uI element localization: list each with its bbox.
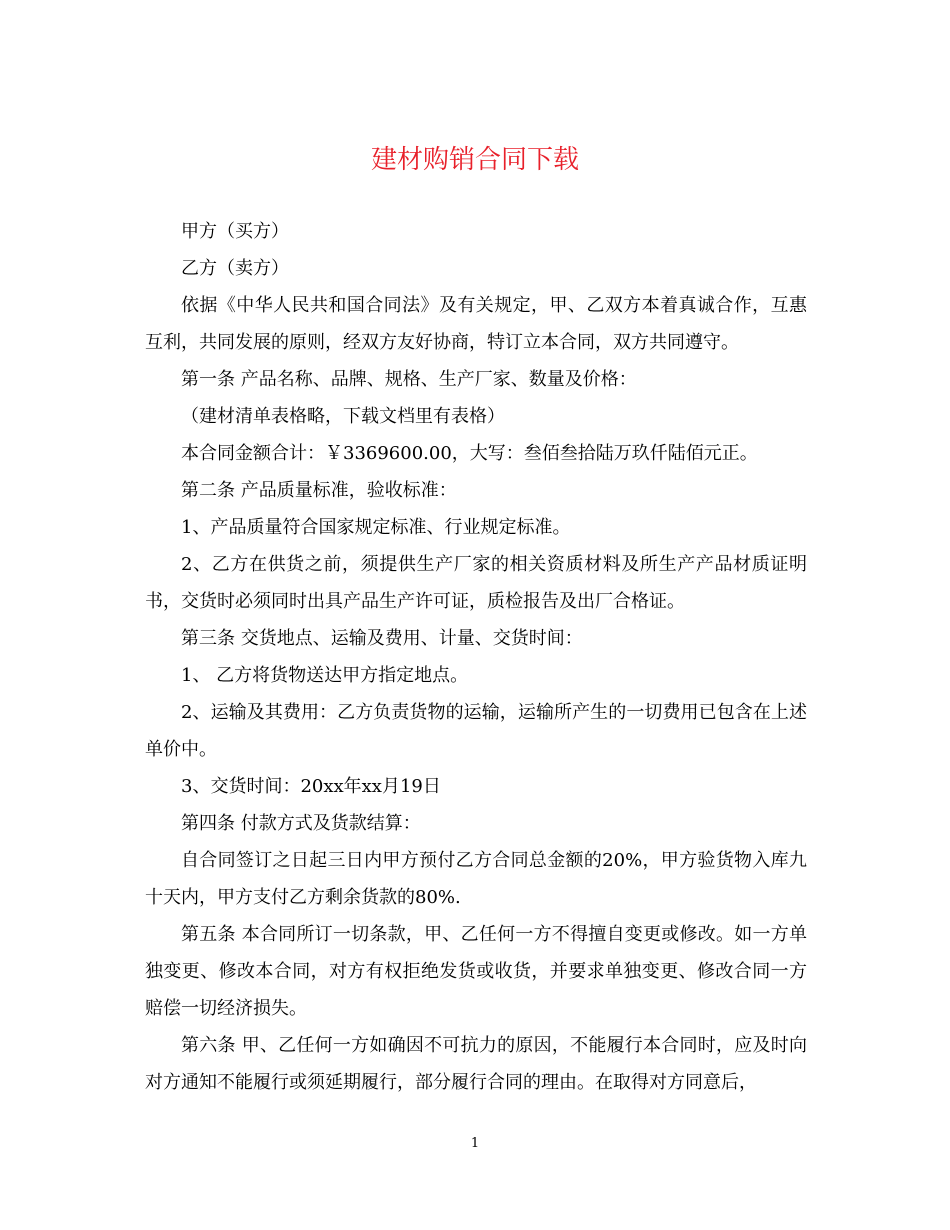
paragraph-article-1-heading: 第一条 产品名称、品牌、规格、生产厂家、数量及价格：	[181, 369, 637, 390]
paragraph-article-6: 第六条 甲、乙任何一方如确因不可抗力的原因，不能履行本合同时，应及时向对方通知不能履行或须延期履行，部分履行合同的理由。在取得对方同意后，	[145, 1035, 807, 1093]
paragraph-article-3-item-2: 2、运输及其费用：乙方负责货物的运输，运输所产生的一切费用已包含在上述单价中。	[145, 702, 807, 760]
paragraph-article-3-item-3: 3、交货时间：20xx年xx月19日	[181, 776, 441, 797]
paragraph-article-2-item-1: 1、产品质量符合国家规定标准、行业规定标准。	[181, 517, 571, 538]
paragraph-preamble: 依据《中华人民共和国合同法》及有关规定，甲、乙双方本着真诚合作，互惠互利，共同发展的原则，经双方友好协商，特订立本合同，双方共同遵守。	[145, 295, 807, 353]
document-title: 建材购销合同下载	[370, 145, 579, 175]
paragraph-article-3-item-1: 1、 乙方将货物送达甲方指定地点。	[181, 665, 469, 686]
paragraph-article-4-heading: 第四条 付款方式及货款结算：	[181, 813, 421, 834]
paragraph-article-5: 第五条 本合同所订一切条款，甲、乙任何一方不得擅自变更或修改。如一方单独变更、修改本合同，对方有权拒绝发货或收货，并要求单独变更、修改合同一方赔偿一切经济损失。	[145, 924, 807, 1019]
document-body	[145, 213, 807, 1101]
paragraph-party-a: 甲方（买方）	[181, 221, 289, 242]
paragraph-article-2-item-2: 2、乙方在供货之前，须提供生产厂家的相关资质材料及所生产产品材质证明书，交货时必须同时出具产品生产许可证，质检报告及出厂合格证。	[145, 554, 807, 612]
paragraph-material-list-note: （建材清单表格略，下载文档里有表格）	[181, 406, 505, 427]
paragraph-contract-amount: 本合同金额合计：￥3369600.00，大写：叁佰叁拾陆万玖仟陆佰元正。	[181, 443, 758, 464]
page-number: 1	[470, 1136, 480, 1151]
paragraph-party-b: 乙方（卖方）	[181, 258, 289, 279]
paragraph-article-3-heading: 第三条 交货地点、运输及费用、计量、交货时间：	[181, 628, 583, 649]
paragraph-article-2-heading: 第二条 产品质量标准，验收标准：	[181, 480, 457, 501]
paragraph-article-4-body: 自合同签订之日起三日内甲方预付乙方合同总金额的20%，甲方验货物入库九十天内，甲方支付乙方剩余货款的80%.	[145, 850, 807, 908]
